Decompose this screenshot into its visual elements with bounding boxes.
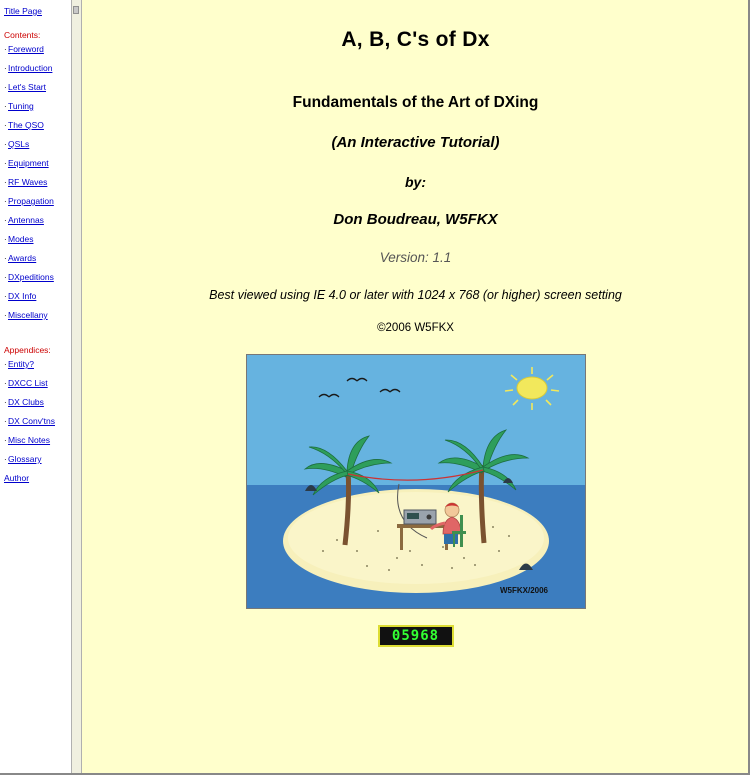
bullet-icon: ·	[4, 235, 7, 244]
nav-link-dx-conventions[interactable]: DX Conv'tns	[8, 416, 55, 426]
nav-link-tuning[interactable]: Tuning	[8, 101, 34, 111]
nav-item-dx-info[interactable]	[4, 291, 71, 310]
bullet-icon: ·	[4, 455, 7, 464]
copyright-text: ©2006 W5FKX	[377, 322, 454, 334]
bullet-icon: ·	[4, 273, 7, 282]
splitter-grip-icon[interactable]	[73, 6, 79, 14]
nav-spacer	[4, 329, 71, 345]
bullet-icon: ·	[4, 417, 7, 426]
bullet-icon: ·	[4, 360, 7, 369]
bullet-icon: ·	[4, 398, 7, 407]
bullet-icon: ·	[4, 64, 7, 73]
nav-item-qsls[interactable]	[4, 139, 71, 158]
bullet-icon: ·	[4, 197, 7, 206]
nav-link-dx-info[interactable]: DX Info	[8, 291, 37, 301]
bullet-icon: ·	[4, 121, 7, 130]
bullet-icon: ·	[4, 178, 7, 187]
nav-link-rf-waves[interactable]: RF Waves	[8, 177, 48, 187]
nav-link-dx-clubs[interactable]: DX Clubs	[8, 397, 44, 407]
nav-heading-contents: Contents:	[4, 30, 41, 40]
nav-item-equipment[interactable]	[4, 158, 71, 177]
nav-item-misc-notes[interactable]	[4, 435, 71, 454]
nav-item-the-qso[interactable]	[4, 120, 71, 139]
bullet-icon: ·	[4, 102, 7, 111]
nav-item-tuning[interactable]	[4, 101, 71, 120]
bullet-icon: ·	[4, 292, 7, 301]
nav-item-author[interactable]	[4, 473, 71, 492]
nav-link-equipment[interactable]: Equipment	[8, 158, 49, 168]
nav-item-glossary[interactable]	[4, 454, 71, 473]
nav-link-miscellany[interactable]: Miscellany	[8, 310, 48, 320]
nav-link-awards[interactable]: Awards	[8, 253, 37, 263]
bullet-icon: ·	[4, 311, 7, 320]
nav-link-the-qso[interactable]: The QSO	[8, 120, 44, 130]
frame-splitter[interactable]	[72, 0, 82, 775]
nav-item-awards[interactable]	[4, 253, 71, 272]
nav-link-glossary[interactable]: Glossary	[8, 454, 42, 464]
nav-item-lets-start[interactable]	[4, 82, 71, 101]
nav-link-lets-start[interactable]: Let's Start	[8, 82, 47, 92]
author-name: Don Boudreau, W5FKX	[333, 211, 498, 228]
bullet-icon: ·	[4, 83, 7, 92]
nav-link-title-page[interactable]: Title Page	[4, 6, 42, 16]
nav-link-entity[interactable]: Entity?	[8, 359, 34, 369]
nav-heading-appendices: Appendices:	[4, 345, 51, 355]
nav-item-foreword[interactable]	[4, 44, 71, 63]
visitor-counter	[378, 625, 454, 647]
page-title: A, B, C's of Dx	[341, 28, 490, 51]
nav-link-misc-notes[interactable]: Misc Notes	[8, 435, 51, 445]
illustration-caption: W5FKX/2006	[499, 586, 548, 595]
byline-label: by:	[405, 174, 426, 190]
nav-item-dx-clubs[interactable]	[4, 397, 71, 416]
nav-item-dxpeditions[interactable]	[4, 272, 71, 291]
nav-item-introduction[interactable]	[4, 63, 71, 82]
viewing-note: Best viewed using IE 4.0 or later with 1024 x 768 (or higher) screen setting	[209, 288, 622, 302]
counter-digits: 05968	[391, 628, 440, 644]
island-illustration	[246, 354, 586, 609]
subtitle-primary: Fundamentals of the Art of DXing	[292, 94, 539, 111]
nav-item-modes[interactable]	[4, 234, 71, 253]
nav-link-propagation[interactable]: Propagation	[8, 196, 54, 206]
nav-item-antennas[interactable]	[4, 215, 71, 234]
bullet-icon: ·	[4, 216, 7, 225]
nav-link-antennas[interactable]: Antennas	[8, 215, 44, 225]
nav-link-modes[interactable]: Modes	[8, 234, 34, 244]
nav-link-qsls[interactable]: QSLs	[8, 139, 30, 149]
nav-link-dxcc-list[interactable]: DXCC List	[8, 378, 48, 388]
nav-item-propagation[interactable]	[4, 196, 71, 215]
bullet-icon: ·	[4, 436, 7, 445]
navigation-sidebar	[0, 0, 72, 775]
subtitle-secondary: (An Interactive Tutorial)	[331, 134, 500, 151]
bullet-icon: ·	[4, 140, 7, 149]
version-text: Version: 1.1	[379, 250, 452, 265]
nav-item-dx-conventions[interactable]	[4, 416, 71, 435]
nav-item-dxcc-list[interactable]	[4, 378, 71, 397]
bullet-icon: ·	[4, 254, 7, 263]
nav-item-entity[interactable]	[4, 359, 71, 378]
nav-item-miscellany[interactable]	[4, 310, 71, 329]
nav-link-author[interactable]: Author	[4, 473, 30, 483]
bullet-icon: ·	[4, 45, 7, 54]
bullet-icon: ·	[4, 159, 7, 168]
nav-link-dxpeditions[interactable]: DXpeditions	[8, 272, 54, 282]
nav-item-rf-waves[interactable]	[4, 177, 71, 196]
bullet-icon: ·	[4, 379, 7, 388]
main-content	[83, 0, 748, 775]
nav-link-foreword[interactable]: Foreword	[8, 44, 44, 54]
nav-link-introduction[interactable]: Introduction	[8, 63, 53, 73]
